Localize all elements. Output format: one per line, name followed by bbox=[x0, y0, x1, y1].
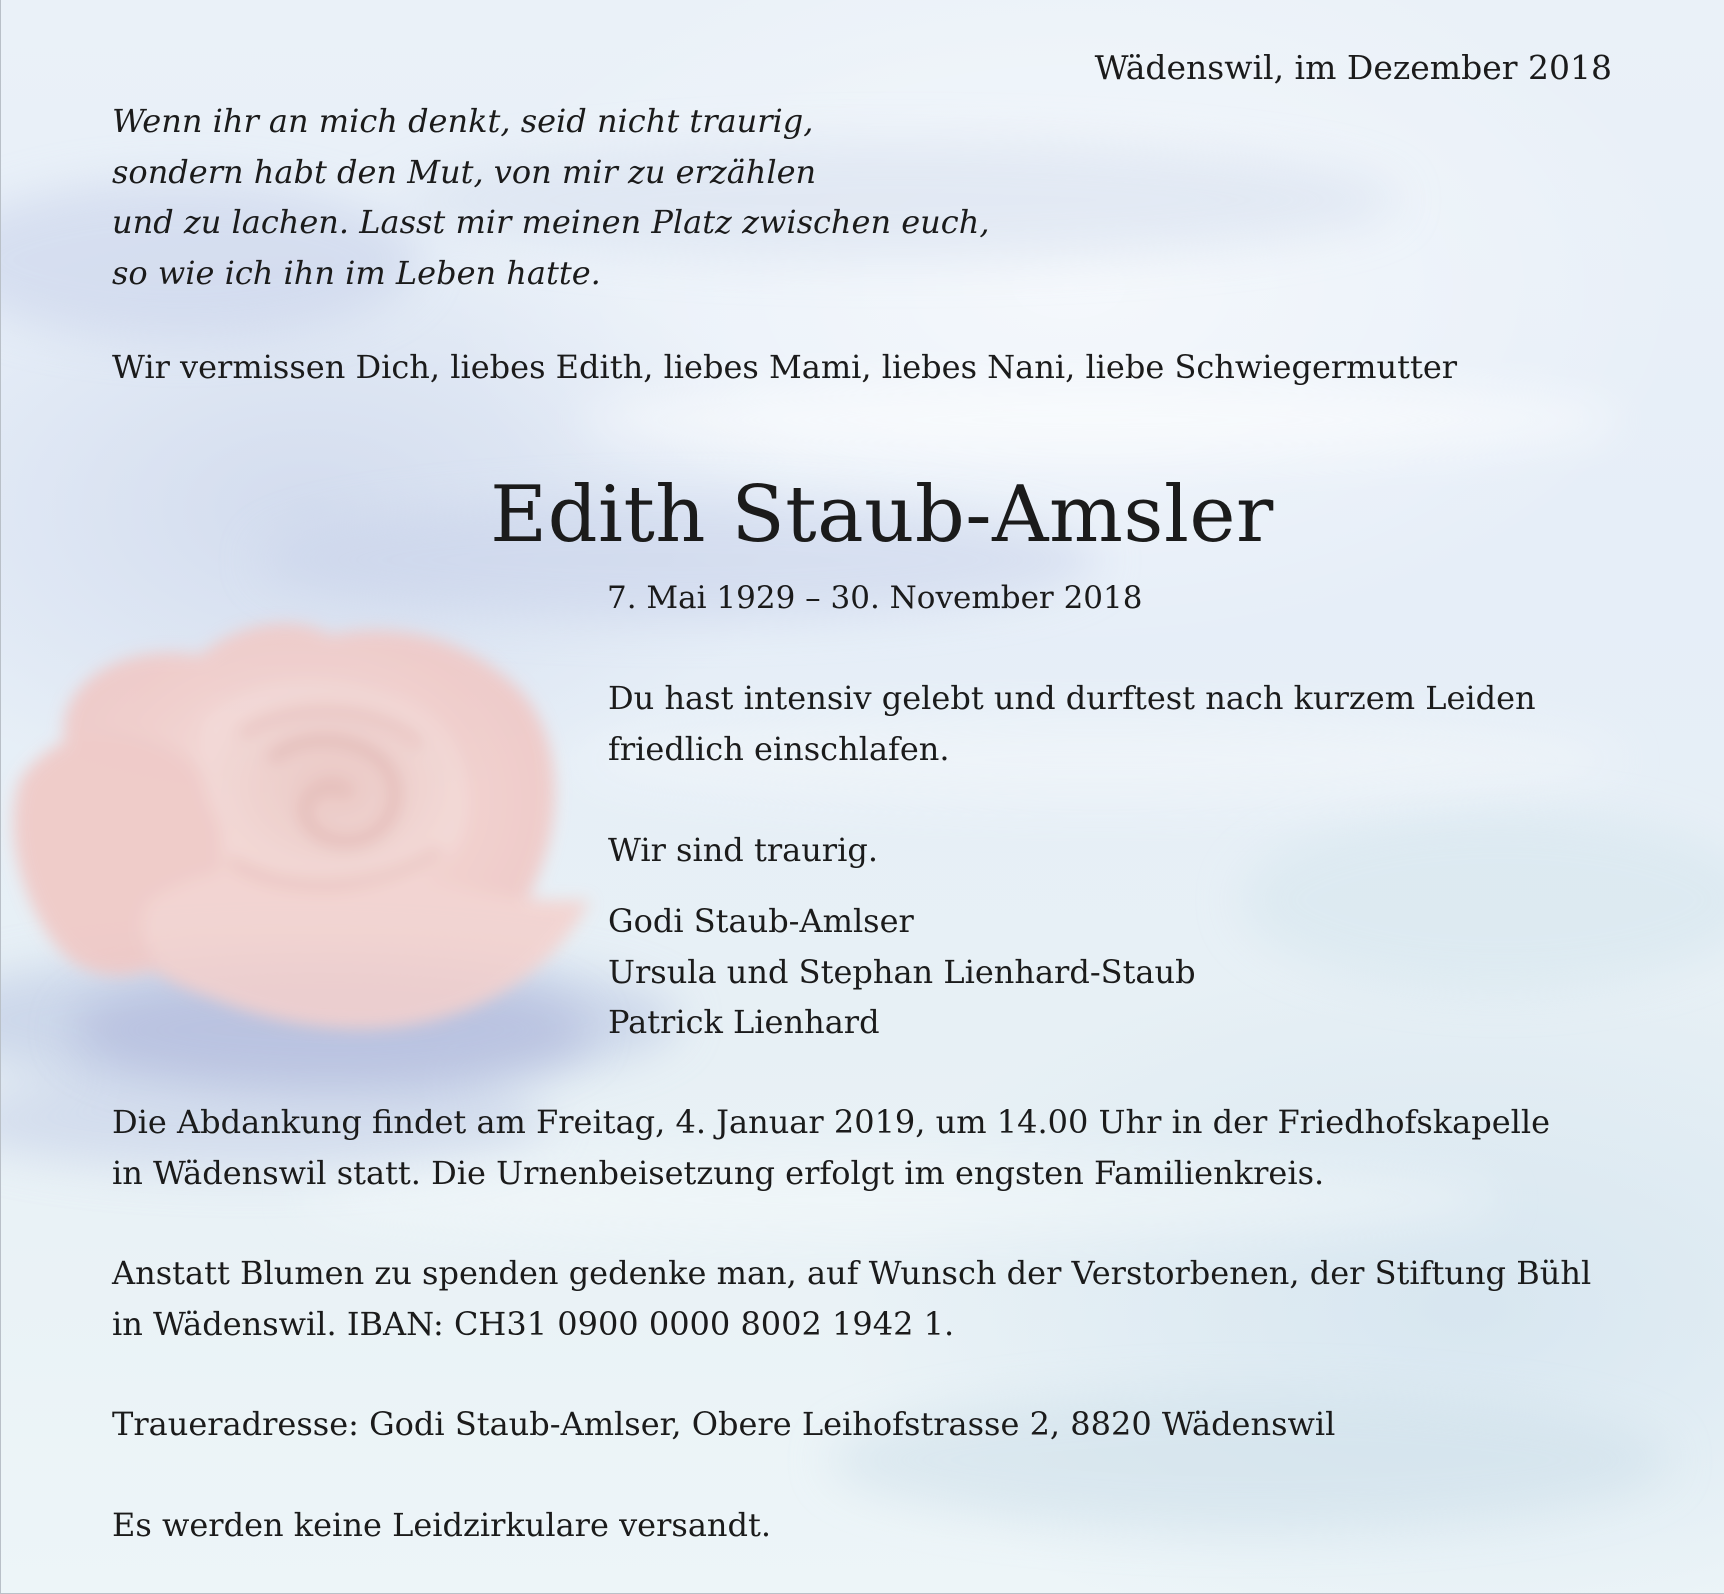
place-date: Wädenswil, im Dezember 2018 bbox=[1094, 48, 1612, 87]
family-member: Patrick Lienhard bbox=[608, 1003, 880, 1041]
donation-info bbox=[112, 1248, 1591, 1350]
mourning-address: Traueradresse: Godi Staub-Amlser, Obere Leihofstrasse 2, 8820 Wädenswil bbox=[112, 1405, 1336, 1443]
family-member: Godi Staub-Amlser bbox=[608, 902, 914, 940]
service-info bbox=[112, 1097, 1550, 1199]
donation-line: Anstatt Blumen zu spenden gedenke man, auf Wunsch der Verstorbenen, der Stiftung Bühl bbox=[112, 1254, 1592, 1292]
poem-line: so wie ich ihn im Leben hatte. bbox=[112, 253, 601, 292]
poem-line: und zu lachen. Lasst mir meinen Platz zwischen euch, bbox=[112, 203, 990, 241]
dedication-line: Wir vermissen Dich, liebes Edith, liebes Mami, liebes Nani, liebe Schwiegermutter bbox=[112, 348, 1458, 386]
poem-line: sondern habt den Mut, von mir zu erzählen bbox=[112, 152, 817, 191]
farewell-line: friedlich einschlafen. bbox=[608, 730, 950, 768]
mourning-statement: Wir sind traurig. bbox=[608, 831, 878, 869]
poem-line: Wenn ihr an mich denkt, seid nicht traurig, bbox=[112, 102, 814, 140]
family-list bbox=[608, 896, 1196, 1048]
family-member: Ursula und Stephan Lienhard-Staub bbox=[608, 952, 1196, 991]
poem bbox=[112, 96, 989, 298]
farewell-message bbox=[608, 673, 1536, 775]
life-dates: 7. Mai 1929 – 30. November 2018 bbox=[607, 580, 1143, 616]
farewell-line: Du hast intensiv gelebt und durftest nach kurzem Leiden bbox=[608, 679, 1536, 717]
service-line: Die Abdankung findet am Freitag, 4. Januar 2019, um 14.00 Uhr in der Friedhofskapelle bbox=[112, 1103, 1551, 1141]
service-line: in Wädenswil statt. Die Urnenbeisetzung erfolgt im engsten Familienkreis. bbox=[112, 1154, 1325, 1192]
donation-line: in Wädenswil. IBAN: CH31 0900 0000 8002 1942 1. bbox=[112, 1305, 955, 1343]
circulars-note: Es werden keine Leidzirkulare versandt. bbox=[112, 1506, 772, 1544]
deceased-name: Edith Staub-Amsler bbox=[490, 470, 1274, 560]
